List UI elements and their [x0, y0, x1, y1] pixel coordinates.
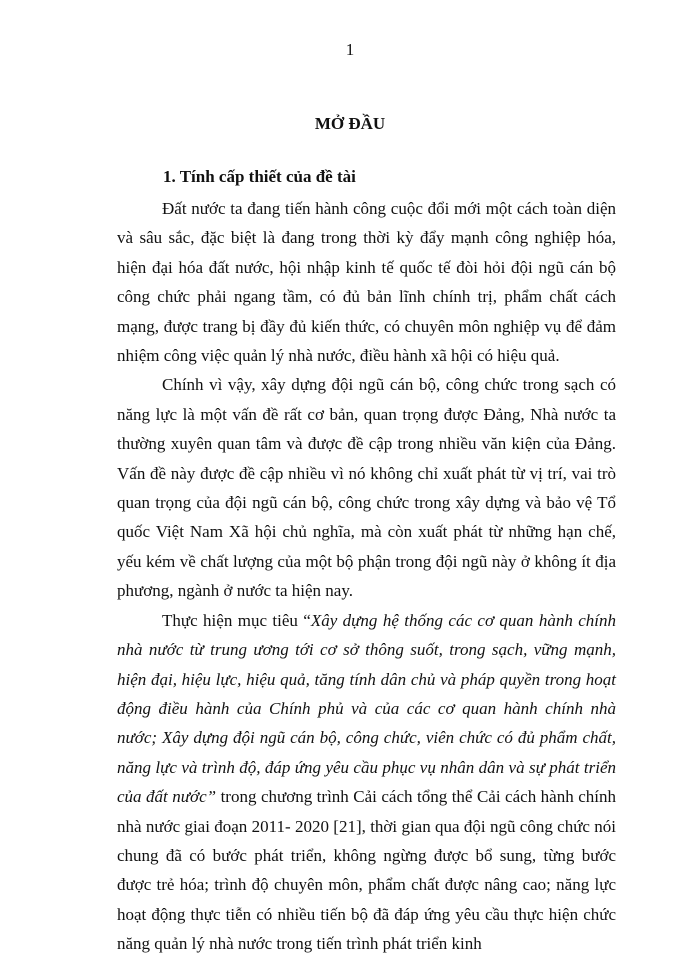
section-heading: 1. Tính cấp thiết của đề tài	[163, 167, 356, 186]
paragraph-3	[117, 606, 616, 959]
paragraph-3-rest: trong chương trình Cải cách tổng thể Cải cách hành chính nhà nước giai đoạn 2011- 2020 [21], thời gian qua đội ngũ công chức nói chung đã có bước phát triển, không ngừng được bổ sung, từng bước được trẻ hóa; trình độ chuyên môn, phẩm chất được nâng cao; năng lực hoạt động thực tiễn có nhiều tiến bộ đã đáp ứng yêu cầu thực hiện chức năng quản lý nhà nước trong tiến trình phát triển kinh	[117, 787, 616, 954]
paragraph-3-quote: Xây dựng hệ thống các cơ quan hành chính nhà nước từ trung ương tới cơ sở thông suốt, trong sạch, vững mạnh, hiện đại, hiệu lực, hiệu quả, tăng tính dân chủ và pháp quyền trong hoạt động điều hành của Chính phủ và của các cơ quan hành chính nhà nước; Xây dựng đội ngũ cán bộ, công chức, viên chức có đủ phẩm chất, năng lực và trình độ, đáp ứng yêu cầu phục vụ nhân dân và sự phát triển của đất nước”	[117, 610, 616, 807]
paragraph-2: Chính vì vậy, xây dựng đội ngũ cán bộ, công chức trong sạch có năng lực là một vấn đề rất cơ bản, quan trọng được Đảng, Nhà nước ta thường xuyên quan tâm và được đề cập trong nhiều văn kiện của Đảng. Vấn đề này được đề cập nhiều vì nó không chỉ xuất phát từ vị trí, vai trò quan trọng của đội ngũ cán bộ, công chức trong xây dựng và bảo vệ Tổ quốc Việt Nam Xã hội chủ nghĩa, mà còn xuất phát từ những hạn chế, yếu kém về chất lượng của một bộ phận trong đội ngũ này ở không ít địa phương, ngành ở nước ta hiện nay.	[117, 375, 616, 601]
page-title: MỞ ĐẦU	[314, 114, 386, 133]
paragraph-1: Đất nước ta đang tiến hành công cuộc đổi mới một cách toàn diện và sâu sắc, đặc biệt là đang trong thời kỳ đẩy mạnh công nghiệp hóa, hiện đại hóa đất nước, hội nhập kinh tế quốc tế đòi hỏi đội ngũ cán bộ công chức phải ngang tầm, có đủ bản lĩnh chính trị, phẩm chất cách mạng, được trang bị đầy đủ kiến thức, có chuyên môn nghiệp vụ để đảm nhiệm công việc quản lý nhà nước, điều hành xã hội có hiệu quả.	[117, 199, 616, 366]
paragraph-3-lead: Thực hiện mục tiêu “	[162, 610, 311, 630]
page-number: 1	[345, 40, 355, 59]
body-text	[117, 194, 616, 959]
